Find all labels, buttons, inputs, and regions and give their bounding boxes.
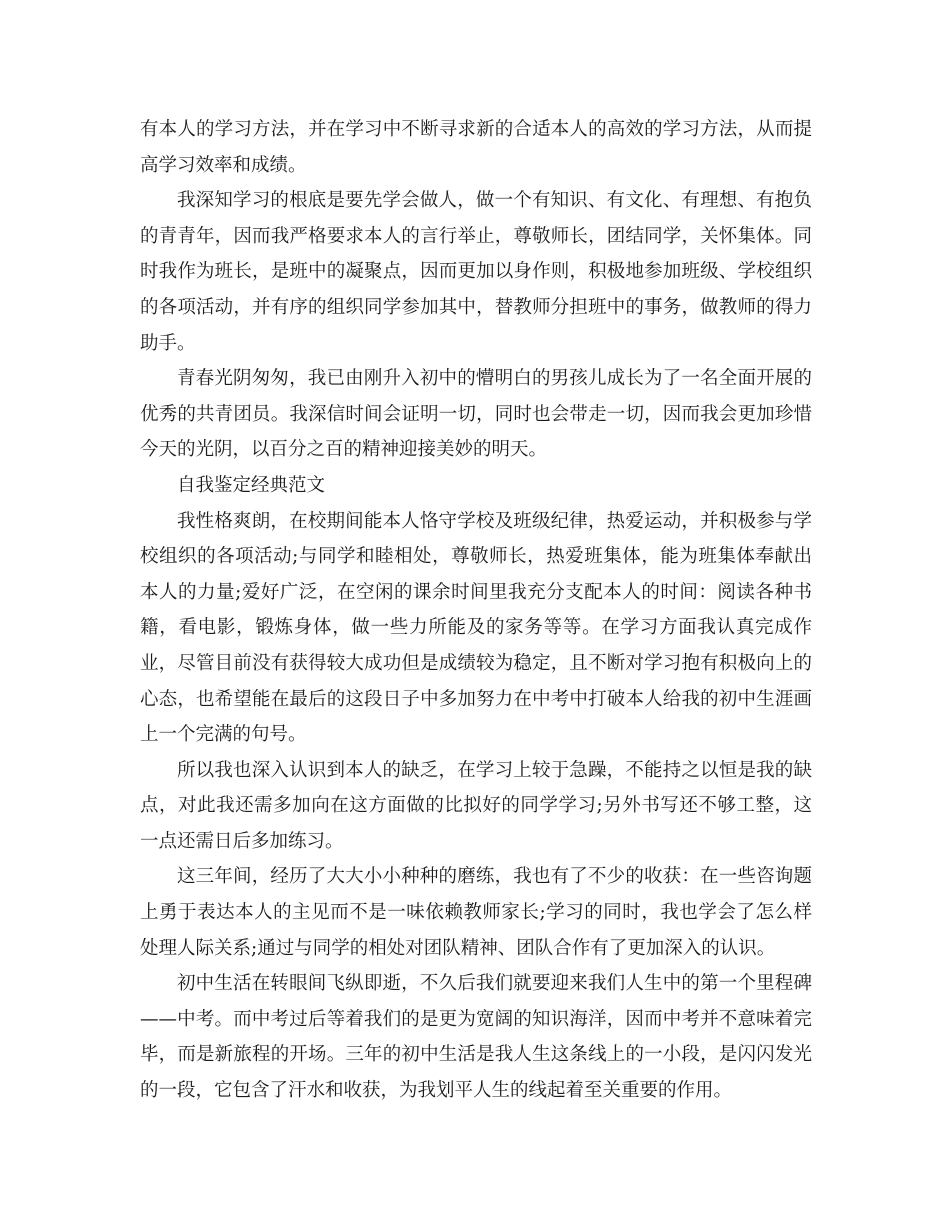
paragraph-learn-to-be-person: 我深知学习的根底是要先学会做人，做一个有知识、有文化、有理想、有抱负的青青年，因而我严格要求本人的言行举止，尊敬师长，团结同学，关怀集体。同时我作为班长，是班中的凝聚点，因而更加以身作则，积极地参加班级、学校组织的各项活动，并有序的组织同学参加其中，替教师分担班中的事务，做教师的得力助手。 [140,190,812,354]
paragraph-youth-time: 青春光阴匆匆，我已由刚升入初中的懵明白的男孩儿成长为了一名全面开展的优秀的共青团员。我深信时间会证明一切，同时也会带走一切，因而我会更加珍惜今天的光阴，以百分之百的精神迎接美妙的明天。 [140,368,812,461]
section-heading: 自我鉴定经典范文 [177,474,326,496]
document-page [140,112,812,1109]
paragraph-shortcomings: 所以我也深入认识到本人的缺乏，在学习上较于急躁，不能持之以恒是我的缺点，对此我还需多加向在这方面做的比拟好的同学学习;另外书写还不够工整，这一点还需日后多加练习。 [140,759,812,852]
paragraph-three-years: 这三年间，经历了大大小小种种的磨练，我也有了不少的收获：在一些咨询题上勇于表达本人的主见而不是一味依赖教师家长;学习的同时，我也学会了怎么样处理人际关系;通过与同学的相处对团队精神、团队合作有了更加深入的认识。 [140,866,812,959]
paragraph-personality: 我性格爽朗，在校期间能本人恪守学校及班级纪律，热爱运动，并积极参与学校组织的各项活动;与同学和睦相处，尊敬师长，热爱班集体，能为班集体奉献出本人的力量;爱好广泛，在空闲的课余时间里我充分支配本人的时间：阅读各种书籍，看电影，锻炼身体，做一些力所能及的家务等等。在学习方面我认真完成作业，尽管目前没有获得较大成功但是成绩较为稳定，且不断对学习抱有积极向上的心态，也希望能在最后的这段日子中多加努力在中考中打破本人给我的初中生涯画上一个完满的句号。 [140,510,812,746]
paragraph-continuation: 有本人的学习方法，并在学习中不断寻求新的合适本人的高效的学习方法，从而提高学习效率和成绩。 [140,119,812,176]
paragraph-middle-school-life: 初中生活在转眼间飞纵即逝，不久后我们就要迎来我们人生中的第一个里程碑——中考。而中考过后等着我们的是更为宽阔的知识海洋，因而中考并不意味着完毕，而是新旅程的开场。三年的初中生活是我人生这条线上的一小段，是闪闪发光的一段，它包含了汗水和收获，为我划平人生的线起着至关重要的作用。 [140,973,812,1102]
